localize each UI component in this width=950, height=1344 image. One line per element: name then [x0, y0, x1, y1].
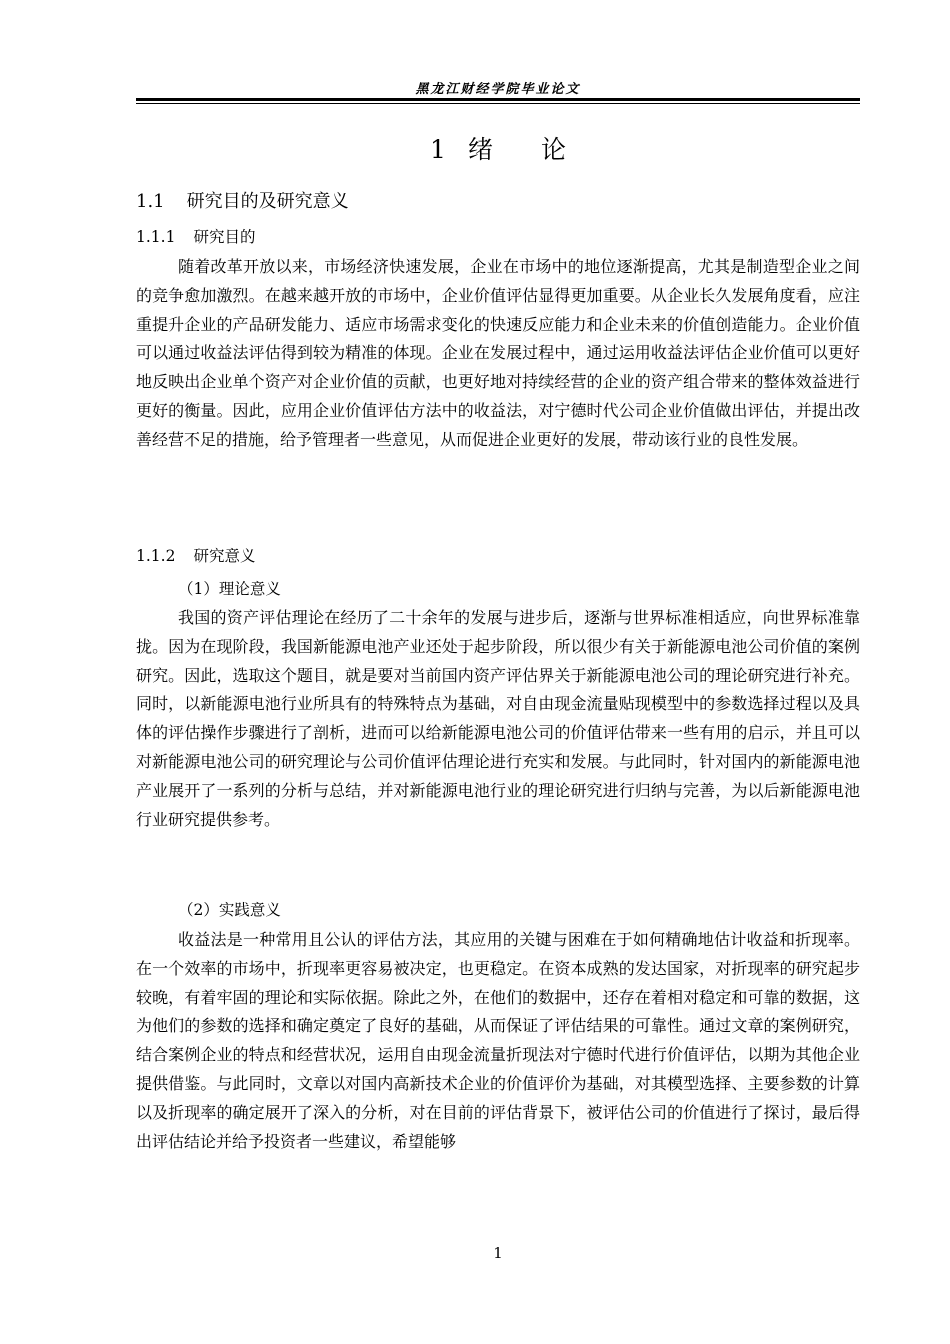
section-heading-1-1-1: [136, 223, 255, 251]
section-title: 研究意义: [193, 547, 256, 565]
section-number: 1.1.2: [136, 547, 176, 565]
page-number: 1: [493, 1244, 503, 1262]
header-rule-thin: [136, 103, 860, 104]
paragraph-research-purpose: 随着改革开放以来，市场经济快速发展，企业在市场中的地位逐渐提高，尤其是制造型企业之间的竞争愈加激烈。在越来越开放的市场中，企业价值评估显得更加重要。从企业长久发展角度看，应注重提升企业的产品研发能力、适应市场需求变化的快速反应能力和企业未来的价值创造能力。企业价值可以通过收益法评估得到较为精准的体现。企业在发展过程中，通过运用收益法评估企业价值可以更好地反映出企业单个资产对企业价值的贡献，也更好地对持续经营的企业的资产组合带来的整体效益进行更好的衡量。因此，应用企业价值评估方法中的收益法，对宁德时代公司企业价值做出评估，并提出改善经营不足的措施，给予管理者一些意见，从而促进企业更好的发展，带动该行业的良性发展。: [136, 257, 860, 449]
chapter-number: 1: [430, 135, 446, 164]
running-header: 黑龙江财经学院毕业论文: [415, 82, 581, 97]
chapter-title: [136, 132, 860, 168]
chapter-title-char-1: 绪: [467, 135, 493, 164]
paragraph-practical-significance: 收益法是一种常用且公认的评估方法，其应用的关键与困难在于如何精确地估计收益和折现率。在一个效率的市场中，折现率更容易被决定，也更稳定。在资本成熟的发达国家，对折现率的研究起步较晚，有着牢固的理论和实际依据。除此之外，在他们的数据中，还存在着相对稳定和可靠的数据，这为他们的参数的选择和确定奠定了良好的基础，从而保证了评估结果的可靠性。通过文章的案例研究，结合案例企业的特点和经营状况，运用自由现金流量折现法对宁德时代进行价值评估，以期为其他企业提供借鉴。与此同时，文章以对国内高新技术企业的价值评价为基础，对其模型选择、主要参数的计算以及折现率的确定展开了深入的分析，对在目前的评估背景下，被评估公司的价值进行了探讨，最后得出评估结论并给予投资者一些建议，希望能够: [136, 930, 860, 1151]
subheading-practice: （2）实践意义: [178, 901, 281, 919]
section-title: 研究目的: [193, 228, 256, 246]
chapter-title-char-2: 论: [540, 135, 566, 164]
section-heading-1-1: [136, 187, 349, 217]
section-number: 1.1: [136, 191, 165, 212]
section-heading-1-1-2: [136, 542, 255, 570]
header-rule-thick: [136, 98, 860, 101]
paragraph-theoretical-significance: 我国的资产评估理论在经历了二十余年的发展与进步后，逐渐与世界标准相适应，向世界标准靠拢。因为在现阶段，我国新能源电池产业还处于起步阶段，所以很少有关于新能源电池公司价值的案例研究。因此，选取这个题目，就是要对当前国内资产评估界关于新能源电池公司的理论研究进行补充。同时，以新能源电池行业所具有的特殊特点为基础，对自由现金流量贴现模型中的参数选择过程以及具体的评估操作步骤进行了剖析，进而可以给新能源电池公司的价值评估带来一些有用的启示，并且可以对新能源电池公司的研究理论与公司价值评估理论进行充实和发展。与此同时，针对国内的新能源电池产业展开了一系列的分析与总结，并对新能源电池行业的理论研究进行归纳与完善，为以后新能源电池行业研究提供参考。: [136, 608, 860, 829]
section-number: 1.1.1: [136, 228, 176, 246]
subheading-theory: （1）理论意义: [178, 580, 281, 598]
section-title: 研究目的及研究意义: [186, 191, 349, 212]
